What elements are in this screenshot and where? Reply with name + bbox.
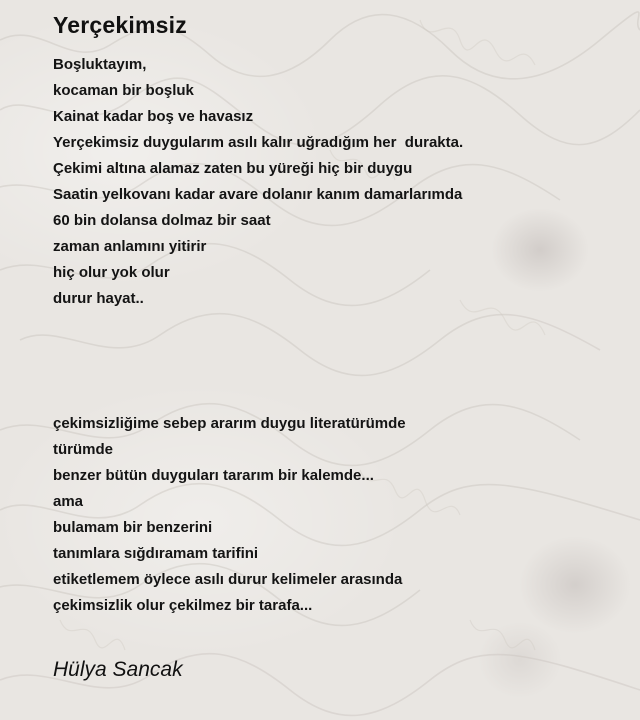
poem-line: durur hayat.. — [53, 290, 144, 307]
poem-line: Yerçekimsiz duygularım asılı kalır uğradığım her durakta. — [53, 134, 464, 151]
poem-author: Hülya Sancak — [53, 658, 183, 681]
poem-line: 60 bin dolansa dolmaz bir saat — [53, 212, 271, 229]
poem-line: Çekimi altına alamaz zaten bu yüreği hiç bir duygu — [53, 160, 413, 177]
poem-line: benzer bütün duyguları tararım bir kalemde... — [53, 467, 374, 484]
poem-line: türümde — [53, 441, 113, 458]
poem-line: zaman anlamını yitirir — [53, 238, 207, 255]
poem-line: ama — [53, 493, 84, 510]
poem-title: Yerçekimsiz — [53, 12, 187, 38]
poem-line: etiketlemem öylece asılı durur kelimeler arasında — [53, 571, 403, 588]
poem-line: Saatin yelkovanı kadar avare dolanır kanım damarlarımda — [53, 186, 463, 203]
poem-line: kocaman bir boşluk — [53, 82, 194, 99]
poem-line: çekimsizlik olur çekilmez bir tarafa... — [53, 597, 313, 614]
poem-line: Kainat kadar boş ve havasız — [53, 108, 254, 125]
poem-stanza-2 — [53, 411, 406, 619]
poem-line: hiç olur yok olur — [53, 264, 170, 281]
poem-line: Boşluktayım, — [53, 56, 147, 73]
poem-line: tanımlara sığdıramam tarifini — [53, 545, 259, 562]
poem-line: bulamam bir benzerini — [53, 519, 213, 536]
poem-line: çekimsizliğime sebep ararım duygu literatürümde — [53, 415, 406, 432]
poem-stanza-1 — [53, 52, 463, 312]
